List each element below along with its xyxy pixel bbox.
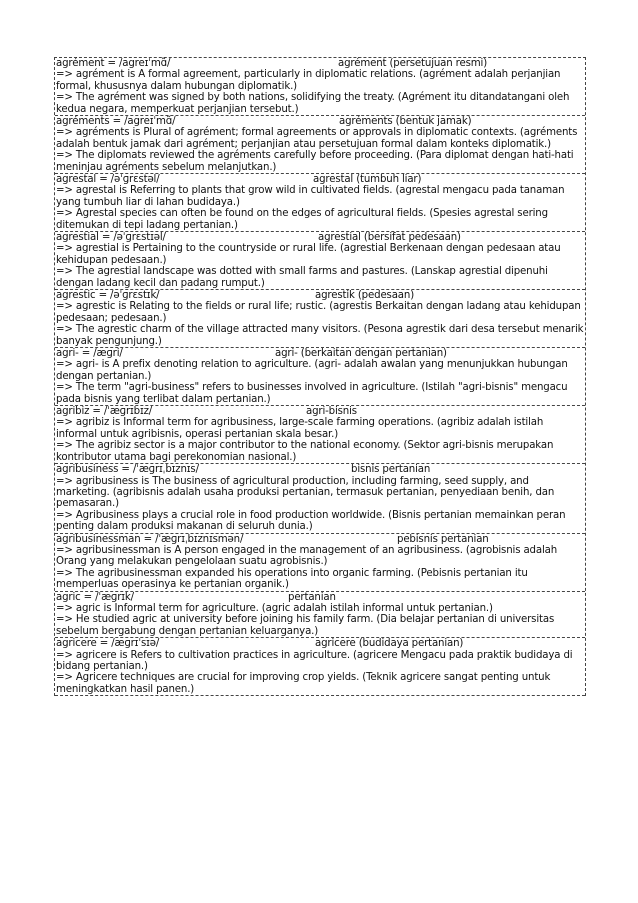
entry-agrements [55,116,585,174]
translation: pebisnis pertanian [397,533,489,545]
entry-agri [55,348,585,406]
entry-agribusiness [55,464,585,533]
definition: => agrestial is Pertaining to the countryside or rural life. (agrestial Berkenaan dengan pedesaan atau kehidupan pedesaan.) [56,243,561,266]
headword: agrestal = /əˈɡrɛstəl/ [56,174,160,186]
definition: => agrestal is Referring to plants that grow wild in cultivated fields. (agrestal mengacu pada tanaman yang tumbuh liar di lahan budidaya.) [56,185,565,208]
translation: agrestial (bersifat pedesaan) [318,232,461,244]
headword: agribiz = /ˈæɡrɪbɪz/ [56,406,153,418]
headword: agri- = /æɡri/ [56,348,123,360]
example: => The agrestial landscape was dotted with small farms and pastures. (Lanskap agrestial dipenuhi dengan ladang kecil dan padang rumput.) [56,266,548,289]
entry-header [55,232,585,243]
definition: => agribiz is Informal term for agribusiness, large-scale farming operations. (agribiz adalah istilah informal untuk agribisnis, operasi pertanian skala besar.) [56,417,544,440]
entry-header [55,638,585,649]
entry-header [55,58,585,69]
example: => The term "agri-business" refers to businesses involved in agriculture. (Istilah "agri-bisnis" mengacu pada bisnis yang terlibat dalam pertanian.) [56,382,568,405]
definition: => agribusinessman is A person engaged in the management of an agribusiness. (agrobisnis adalah Orang yang melakukan pengelolaan suatu agrobisnis.) [56,544,558,568]
translation: agréments (bentuk jamak) [339,116,472,128]
example: => Agrestal species can often be found on the edges of agricultural fields. (Spesies agrestal sering ditemukan di tepi ladang pertanian.) [56,208,548,231]
translation: bisnis pertanian [351,464,431,476]
example: => The diplomats reviewed the agréments carefully before proceeding. (Para diplomat dengan hati-hati meninjau agréments sebelum melanjutkan.) [56,150,574,173]
example: => The agrément was signed by both nations, solidifying the treaty. (Agrément itu ditandatangani oleh kedua negara, memperkuat perjanjian tersebut.) [56,92,570,115]
example: => The agribiz sector is a major contributor to the national economy. (Sektor agri-bisnis merupakan kontributor utama bagi perekonomian nasional.) [56,440,554,463]
entry-agrestal [55,174,585,232]
definition: => agri- is A prefix denoting relation to agriculture. (agri- adalah awalan yang menunjukkan hubungan dengan pertanian.) [56,359,568,382]
entry-header [55,348,585,359]
entry-header [55,174,585,185]
definition: => agribusiness is The business of agricultural production, including farming, seed supply, and marketing. (agribisnis adalah usaha produksi pertanian, termasuk pertanian, penyediaan benih, dan pemasaran.) [56,475,555,510]
example: => Agribusiness plays a crucial role in food production worldwide. (Bisnis pertanian memainkan peran penting dalam produksi makanan di seluruh dunia.) [56,509,566,533]
entry-agrestial [55,232,585,290]
headword: agricere = /æɡrɪˈsɪə/ [56,638,160,650]
entry-header [55,592,585,603]
headword: agribusiness = /ˈæɡrɪˌbɪznɪs/ [56,464,199,476]
translation: agrément (persetujuan resmi) [338,58,488,69]
dictionary-entry-list [54,57,586,696]
example: => The agrestic charm of the village attracted many visitors. (Pesona agrestik dari desa tersebut menarik banyak pengunjung.) [56,324,584,347]
headword: agribusinessman = /ˈæɡrɪˌbɪznɪsmən/ [56,533,244,545]
definition: => agrément is A formal agreement, particularly in diplomatic relations. (agrément adalah perjanjian formal, khususnya dalam hubungan diplomatik.) [56,69,561,92]
definition: => agric is Informal term for agriculture. (agric adalah istilah informal untuk pertanian.) [56,602,493,614]
translation: pertanian [288,591,336,603]
entry-header [55,464,585,475]
entry-agribiz [55,406,585,464]
definition: => agrestic is Relating to the fields or rural life; rustic. (agrestis Berkaitan dengan ladang atau kehidupan pedesaan; pedesaan.) [56,301,581,324]
entry-agribusinessman [55,534,585,592]
entry-agricere [55,638,585,696]
example: => The agribusinessman expanded his operations into organic farming. (Pebisnis pertanian itu memperluas operasinya ke pertanian organik.) [56,567,528,591]
entry-agrement [55,58,585,116]
headword: agric = /ˈæɡrɪk/ [56,591,134,603]
headword: agrestial = /əˈɡrɛstɪəl/ [56,232,166,244]
entry-header [55,534,585,545]
translation: agricere (budidaya pertanian) [315,638,464,650]
entry-header [55,406,585,417]
translation: agri- (berkaitan dengan pertanian) [275,348,447,360]
definition: => agricere is Refers to cultivation practices in agriculture. (agricere Mengacu pada praktik budidaya di bidang pertanian.) [56,649,573,672]
entry-header [55,290,585,301]
headword: agrément = /agreɪˈmɑ̃/ [56,58,171,69]
headword: agréments = /agreɪˈmɑ̃/ [56,116,176,128]
entry-agric [55,592,585,639]
definition: => agréments is Plural of agrément; formal agreements or approvals in diplomatic contexts. (agréments adalah bentuk jamak dari agrément; perjanjian atau persetujuan formal dalam konteks diplomatik.) [56,127,578,150]
headword: agrestic = /əˈɡrɛstɪk/ [56,290,160,302]
example: => Agricere techniques are crucial for improving crop yields. (Teknik agricere sangat penting untuk meningkatkan hasil panen.) [56,672,551,695]
translation: agrestal (tumbuh liar) [313,174,422,186]
entry-agrestic [55,290,585,348]
translation: agrestik (pedesaan) [315,290,415,302]
entry-header [55,116,585,127]
example: => He studied agric at university before joining his family farm. (Dia belajar pertanian di universitas sebelum bergabung dengan pertanian keluarganya.) [56,614,555,637]
translation: agri-bisnis [306,406,357,418]
